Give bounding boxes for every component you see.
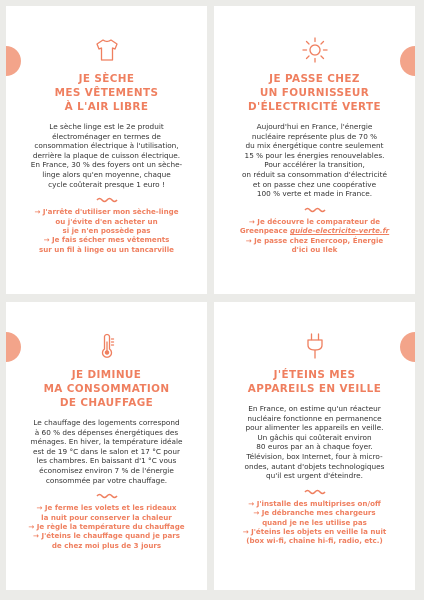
- card-title: JE SÈCHE MES VÊTEMENTS À L'AIR LIBRE: [54, 73, 159, 113]
- card-green-electricity: [214, 6, 415, 294]
- card-actions: → Je découvre le comparateur de Greenpeace guide-electricite-verte.fr → Je passe chez Enercoop, Énergie d'ici ou Ilek: [239, 216, 390, 254]
- card-body: En France, on estime qu'un réacteur nucléaire fonctionne en permanence pour alimenter les appareils en veille. Un gâchis qui coûterait environ 80 euros par an à chaque foyer. Télévision, box Internet, four à micro- ondes, autant d'objets technologiques qu'il est urgent d'éteindre.: [244, 404, 385, 481]
- wave-divider: [304, 489, 326, 495]
- card-dryer: [6, 6, 207, 294]
- card-heating: [6, 302, 207, 590]
- t-shirt-icon: [93, 36, 121, 64]
- wave-divider: [96, 197, 118, 203]
- decorative-circle: [400, 332, 415, 362]
- card-title: JE DIMINUE MA CONSOMMATION DE CHAUFFAGE: [43, 369, 170, 409]
- card-standby: [214, 302, 415, 590]
- card-actions: → J'installe des multiprises on/off → Je débranche mes chargeurs quand je ne les utilise pas → J'éteins les objets en veille la nuit (box wi-fi, chaîne hi-fi, radio, etc.): [242, 498, 387, 546]
- card-actions: → J'arrête d'utiliser mon sèche-linge ou j'évite d'en acheter un si je n'en possède pas → Je fais sécher mes vêtements sur un fil à linge ou un tancarville: [34, 207, 179, 254]
- wave-divider: [304, 207, 326, 213]
- decorative-circle: [6, 332, 21, 362]
- card-title: JE PASSE CHEZ UN FOURNISSEUR D'ÉLECTRICITÉ VERTE: [248, 73, 381, 113]
- guide-electricite-verte-link[interactable]: guide-electricite-verte.fr: [290, 226, 390, 236]
- plug-icon: [301, 332, 329, 360]
- card-actions: → Je ferme les volets et les rideaux la nuit pour conserver la chaleur → Je règle la température du chauffage → J'éteins le chauffage quand je pars de chez moi plus de 3 jours: [28, 503, 185, 550]
- card-body: Aujourd'hui en France, l'énergie nucléaire représente plus de 70 % du mix énergétique contre seulement 15 % pour les énergies renouvelables. Pour accélérer la transition, on réduit sa consommation d'électricité et on passe chez une coopérative 100 % verte et made in France.: [241, 122, 388, 199]
- card-body: Le sèche linge est le 2e produit électroménager en termes de consommation électrique à l'utilisation, derrière la plaque de cuisson électrique. En France, 30 % des foyers ont un sèche- linge alors qu'en moyenne, chaque cycle coûterait presque 1 euro !: [30, 122, 183, 189]
- card-body: Le chauffage des logements correspond à 60 % des dépenses énergétiques des ménages. En hiver, la température idéale est de 19 °C dans le salon et 17 °C pour les chambres. En baissant d'1 °C vous économisez environ 7 % de l'énergie consommée par votre chauffage.: [30, 418, 183, 485]
- sun-icon: [301, 36, 329, 64]
- wave-divider: [96, 493, 118, 499]
- thermometer-icon: [93, 332, 121, 360]
- card-title: J'ÉTEINS MES APPAREILS EN VEILLE: [247, 369, 382, 395]
